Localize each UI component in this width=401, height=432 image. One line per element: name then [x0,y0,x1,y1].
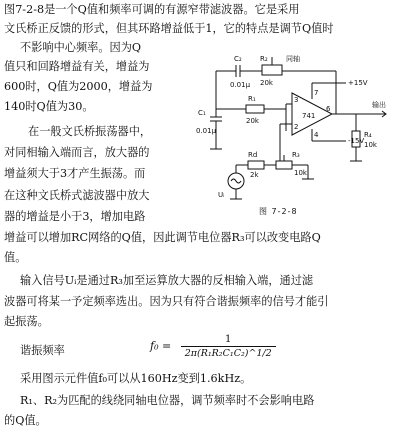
text-line: 不影响中心频率。因为Q [20,41,142,54]
label-r4: R₄ [364,131,372,139]
text-line: 图7-2-8是一个Q值和频率可调的有源窄带滤波器。它是采用 [4,3,300,16]
text-line: 输入信号Uᵢ是通过R₃加至运算放大器的反相输入端，通过滤 [20,274,314,287]
text-line: 起振荡。 [4,315,49,328]
label-rd-value: 2k [250,171,259,179]
figure-caption: 图 7-2-8 [259,207,298,216]
formula-label: 谐振频率 [20,344,65,357]
text-line: 文氏桥正反馈的形式，但其环路增益低于1，它的特点是调节Q值时 [4,22,334,35]
label-r1-value: 20k [246,117,259,125]
formula-lhs: f₀ = [150,339,172,353]
text-line: 器的增益是小于3，增加电路 [4,210,146,223]
label-c1: C₁ [198,109,206,117]
text-line: 波器可将某一予定频率选出。因为只有符合谐振频率的信号才能引 [4,295,329,308]
label-r2-note: 同轴 [286,55,300,63]
formula-numerator: 1 [181,333,276,347]
text-line: 采用图示元件值f₀可以从160Hz变到1.6kHz。 [20,372,252,385]
label-output: 输出 [372,101,386,109]
formula-denominator: 2π(R₁R₂C₁C₂)^1/2 [184,348,272,359]
label-ui: Uᵢ [218,191,225,199]
text-line: 增益可以增加RC网络的Q值，因此调节电位器R₃可以改变电路Q [4,231,321,244]
label-r2-value: 20k [260,79,273,87]
label-pin7: 7 [314,89,319,97]
label-pin3: 3 [294,96,299,104]
label-r3-value: 10k [294,169,307,177]
text-line: 值只和回路增益有关，增益为 [4,60,150,73]
text-line: 在一般文氏桥振荡器中， [28,125,152,138]
label-pin6: 6 [326,105,331,113]
label-r3: R₃ [292,151,300,159]
text-line: 对同相输入端而言，放大器的 [4,146,150,159]
label-pin2: 2 [294,123,299,131]
text-line: 140时Q值为30。 [4,100,94,113]
text-line: 600时，Q值为2000，增益为 [4,80,153,93]
text-line: 值。 [4,251,27,264]
label-r2: R₂ [260,55,268,63]
label-plus15v: +15V [348,79,368,87]
label-pin4: 4 [314,131,319,139]
label-opamp: 741 [302,112,316,120]
formula-fraction [181,333,276,360]
text-line: R₁、R₂为匹配的线绕同轴电位器，调节频率时不会影响电路 [20,394,315,407]
text-line: 增益须大于3才产生振荡。而 [4,167,146,180]
text-line: 在这种文氏桥式滤波器中放大 [4,189,150,202]
circuit-diagram [196,49,401,223]
text-line: 的Q值。 [4,414,47,427]
label-rd: Rd [248,151,258,159]
label-c2: C₂ [234,55,242,63]
label-c1-value: 0.01μ [196,127,217,135]
label-r1: R₁ [248,95,256,103]
resonant-frequency-formula [150,333,276,360]
label-r4-value: 10k [364,141,377,149]
label-c2-value: 0.01μ [230,81,251,89]
label-minus15v: -15V [348,137,365,145]
